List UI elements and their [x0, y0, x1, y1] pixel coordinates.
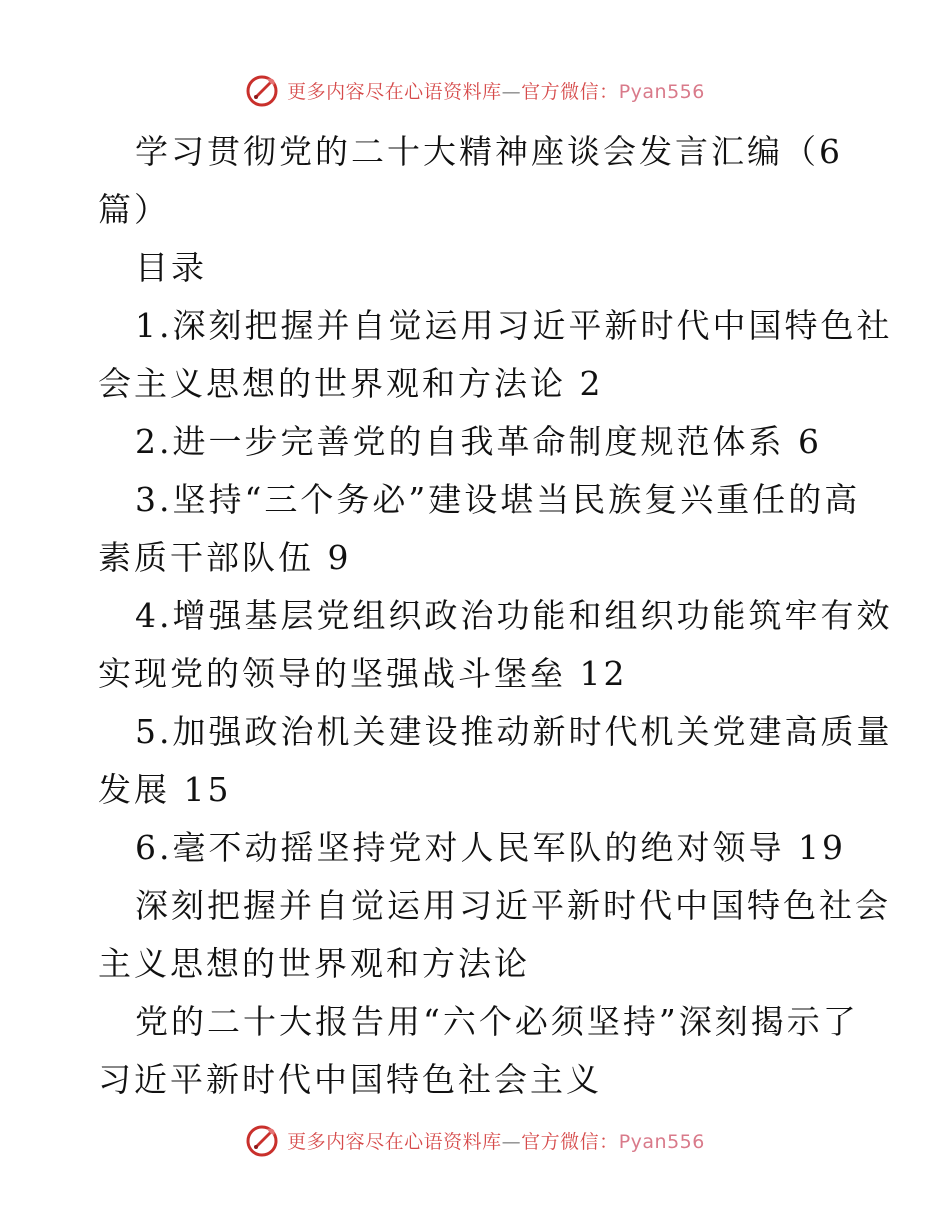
- feather-pen-logo-icon: [245, 73, 279, 107]
- watermark-official: 官方微信：: [521, 80, 619, 103]
- toc-item-2: 2.进一步完善党的自我革命制度规范体系 6: [135, 422, 822, 461]
- toc-item-5-line-2: 发展 15: [98, 770, 232, 809]
- toc-item-4-line-1: 4.增强基层党组织政治功能和组织功能筑牢有效: [135, 596, 893, 635]
- section-heading-line-1: 深刻把握并自觉运用习近平新时代中国特色社会: [135, 886, 891, 925]
- footer-watermark: [0, 1120, 950, 1160]
- watermark-text: [287, 1127, 705, 1154]
- doc-title-line-1: 学习贯彻党的二十大精神座谈会发言汇编（6: [135, 132, 843, 171]
- toc-item-1-line-1: 1.深刻把握并自觉运用习近平新时代中国特色社: [135, 306, 893, 345]
- watermark-dash: —: [501, 1130, 522, 1153]
- toc-item-1-line-2: 会主义思想的世界观和方法论 2: [98, 364, 604, 403]
- watermark-text: [287, 77, 705, 104]
- doc-title-line-2: 篇）: [98, 190, 170, 229]
- feather-pen-logo-icon: [245, 1123, 279, 1157]
- watermark-dash: —: [501, 80, 522, 103]
- toc-item-3-line-1: 3.坚持“三个务必”建设堪当民族复兴重任的高: [135, 480, 861, 519]
- watermark-main: 更多内容尽在心语资料库: [287, 1130, 502, 1153]
- header-watermark: [0, 70, 950, 110]
- toc-item-5-line-1: 5.加强政治机关建设推动新时代机关党建高质量: [135, 712, 893, 751]
- section-heading-line-2: 主义思想的世界观和方法论: [98, 944, 530, 983]
- watermark-official: 官方微信：: [521, 1130, 619, 1153]
- watermark-main: 更多内容尽在心语资料库: [287, 80, 502, 103]
- toc-item-4-line-2: 实现党的领导的坚强战斗堡垒 12: [98, 654, 628, 693]
- document-body: [98, 123, 893, 1109]
- paragraph-line-1: 党的二十大报告用“六个必须坚持”深刻揭示了: [135, 1002, 859, 1041]
- watermark-wechat-id: Pyan556: [618, 80, 705, 103]
- toc-item-3-line-2: 素质干部队伍 9: [98, 538, 352, 577]
- watermark-wechat-id: Pyan556: [618, 1130, 705, 1153]
- toc-heading: 目录: [135, 248, 207, 287]
- toc-item-6: 6.毫不动摇坚持党对人民军队的绝对领导 19: [135, 828, 846, 867]
- paragraph-line-2: 习近平新时代中国特色社会主义: [98, 1060, 602, 1099]
